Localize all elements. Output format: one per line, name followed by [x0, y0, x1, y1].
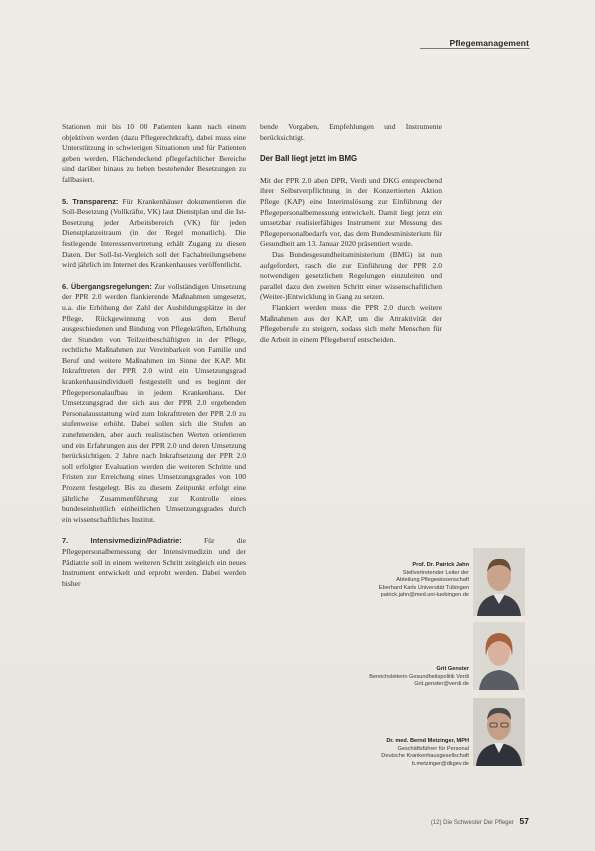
author-line: Geschäftsführer für Personal — [397, 745, 469, 752]
right-column — [260, 122, 442, 345]
paragraph-body-uebergang: Zur vollständigen Umsetzung der PPR 2.0 werden flankierende Maßnahmen umgesetzt, u.a. die Erhöhung der Zahl der Ausbildungsplätze in der Pflege, Rückgewinnung von aus dem Beruf ausgeschiedenen und Bindung von Pflegekräften, Erhöhung der Stunden von Teilzeitbeschäftigten in der Pflege, rechtliche Maßnahmen zur Vereinbarkeit von Familie und Beruf und weitere Maßnahmen im Sinne der KAP. Mit Inkrafttreten der PPR 2.0 wird ein Umsetzungsgrad krankenhausindividuell festgestellt und es beginnt der Pflegepersonalaufbau in jedem Krankenhaus. Der Umsetzungsgrad der sich aus der PPR 2.0 ergebenden Personalausstattung wird zum Inkrafttreten der PPR 2.0 zu stufenweise erhöht. Dabei sollen sich die Stufen an zunehmenden, aber auch realistischen Werten orientieren und ein Erfahrungen aus der PPR 2.0 und deren Umsetzung berücksichtigen. 2 Jahre nach Inkraftsetzung der PPR 2.0 soll erfolgter Evaluation werden die weiteren Schritte und Fristen zur Erreichung eines Umsetzungsgrades von 100 Prozent festgelegt. Bis zu diesem Zeitpunkt erfolgt eine jährliche Zusammenführung zur Kontrolle eines bundeseinheitlich einheitlichen Umsetzungsgrades durch ein wissenschaftliches Institut. — [62, 281, 246, 524]
left-paragraph-2 — [62, 197, 246, 271]
section-label: Pflegemanagement — [449, 38, 529, 48]
footer-source: (12) Die Schwester Der Pfleger — [430, 820, 514, 826]
paragraph-body-intensiv: Für die Pflegepersonalbemessung der Intensivmedizin und der Pädiatrie soll in einem weiteren Schritt zeitgleich ein neues Instrument entwickelt und erprobt werden. Dabei werden bisher — [62, 536, 246, 588]
author-email[interactable]: b.metzinger@dkgev.de — [411, 760, 469, 767]
author-line: Deutsche Krankenhausgesellschaft — [381, 753, 469, 760]
author-info — [299, 562, 469, 600]
paragraph-lead-intensiv: 7. Intensivmedizin/Pädiatrie: — [62, 536, 182, 546]
portrait-icon — [473, 698, 525, 766]
author-info — [299, 738, 469, 768]
author-photo — [473, 622, 525, 690]
author-name: Grit Genster — [436, 666, 469, 672]
author-name: Prof. Dr. Patrick Jahn — [412, 562, 469, 568]
author-name: Dr. med. Bernd Metzinger, MPH — [386, 738, 469, 744]
right-paragraph-4: Flankiert werden muss die PPR 2.0 durch weitere Maßnahmen aus der KAP, um die Attraktivität der Pflegeberufe zu steigern, sodass sich mehr Menschen für die Arbeit in einem Pflegeberuf entscheiden. — [260, 302, 442, 344]
author-card — [280, 698, 525, 768]
author-line: Stellvertretender Leiter der — [402, 569, 469, 576]
paragraph-lead-uebergang: 6. Übergangsregelungen: — [62, 281, 152, 291]
right-paragraph-2: Mit der PPR 2.0 aben DPR, Verdi und DKG entsprechend ihrer Selbstverpflichtung in der Konzertierten Aktion Pflege (KAP) eine Interimslösung zur Einführung der Pflegepersonalbemessung entwickelt. Damit liegt jetzt ein umsetzbar realisierfähiges Instrument zur Messung des Pflegepersonalbedarfs vor, das dem Bundesministerium für Gesundheit am 13. Januar 2020 präsentiert wurde. — [260, 175, 442, 249]
author-email[interactable]: patrick.jahn@med.uni-tuebingen.de — [380, 592, 469, 599]
header-rule — [420, 48, 530, 49]
paragraph-lead-transparenz: 5. Transparenz: — [62, 196, 119, 206]
author-line: Bereichsleiterin Gesundheitspolitik Verdi — [369, 673, 469, 680]
author-line: Eberhard Karls Universität Tübingen — [378, 584, 469, 591]
author-info — [299, 666, 469, 689]
paragraph-body-transparenz: Für Krankenhäuser dokumentieren die Soll-Besetzung (Vollkräfte, VK) laut Dienstplan und die Ist-Besetzung jeder Arbeitsbereich (VK) für jeden Dienstplanzeitraum (in der Regel monatlich). Die festlegende Interessenvertretung erhält Zugang zu diesen Daten. Der Soll-Ist-Vergleich soll der Fachabteilungsebene wird jährlich im Internet des Krankenhauses veröffentlicht. — [62, 196, 246, 270]
left-paragraph-4 — [62, 536, 246, 589]
right-paragraph-3: Das Bundesgesundheitsministerium (BMG) ist nun aufgefordert, rasch die zur Einführung der PPR 2.0 notwendigen gesetzlichen Regelungen einzuleiten und parallel dazu den zweiten Schritt einer wissenschaftlichen (Weiter-)Entwicklung in Gang zu setzen. — [260, 249, 442, 302]
left-column — [62, 122, 246, 589]
portrait-icon — [473, 548, 525, 616]
portrait-icon — [473, 622, 525, 690]
page-footer — [431, 816, 529, 826]
author-card — [280, 548, 525, 618]
author-line: Abteilung Pflegewissenschaft — [396, 577, 469, 584]
left-paragraph-1: Stationen mit bis 10 00 Patienten kann nach einem objektiven werden (dazu Pflegerechtkraft), dabei muss eine Unterstützung in schwierigen Situationen und für Patienten geben werden. Flächendeckend pflegefachlicher Bereiche sind darüber hinaus zu heben bestehender Besetzungen zu fallbasiert. — [62, 122, 246, 184]
author-email[interactable]: Grit.genster@verdi.de — [414, 681, 469, 688]
author-photo — [473, 548, 525, 616]
author-photo — [473, 698, 525, 766]
left-paragraph-3 — [62, 282, 246, 526]
right-paragraph-1: bende Vorgaben, Empfehlungen und Instrumente berücksichtigt. — [260, 122, 442, 142]
page-number: 57 — [519, 816, 529, 826]
author-card — [280, 622, 525, 692]
subheading: Der Ball liegt jetzt im BMG — [260, 154, 358, 164]
